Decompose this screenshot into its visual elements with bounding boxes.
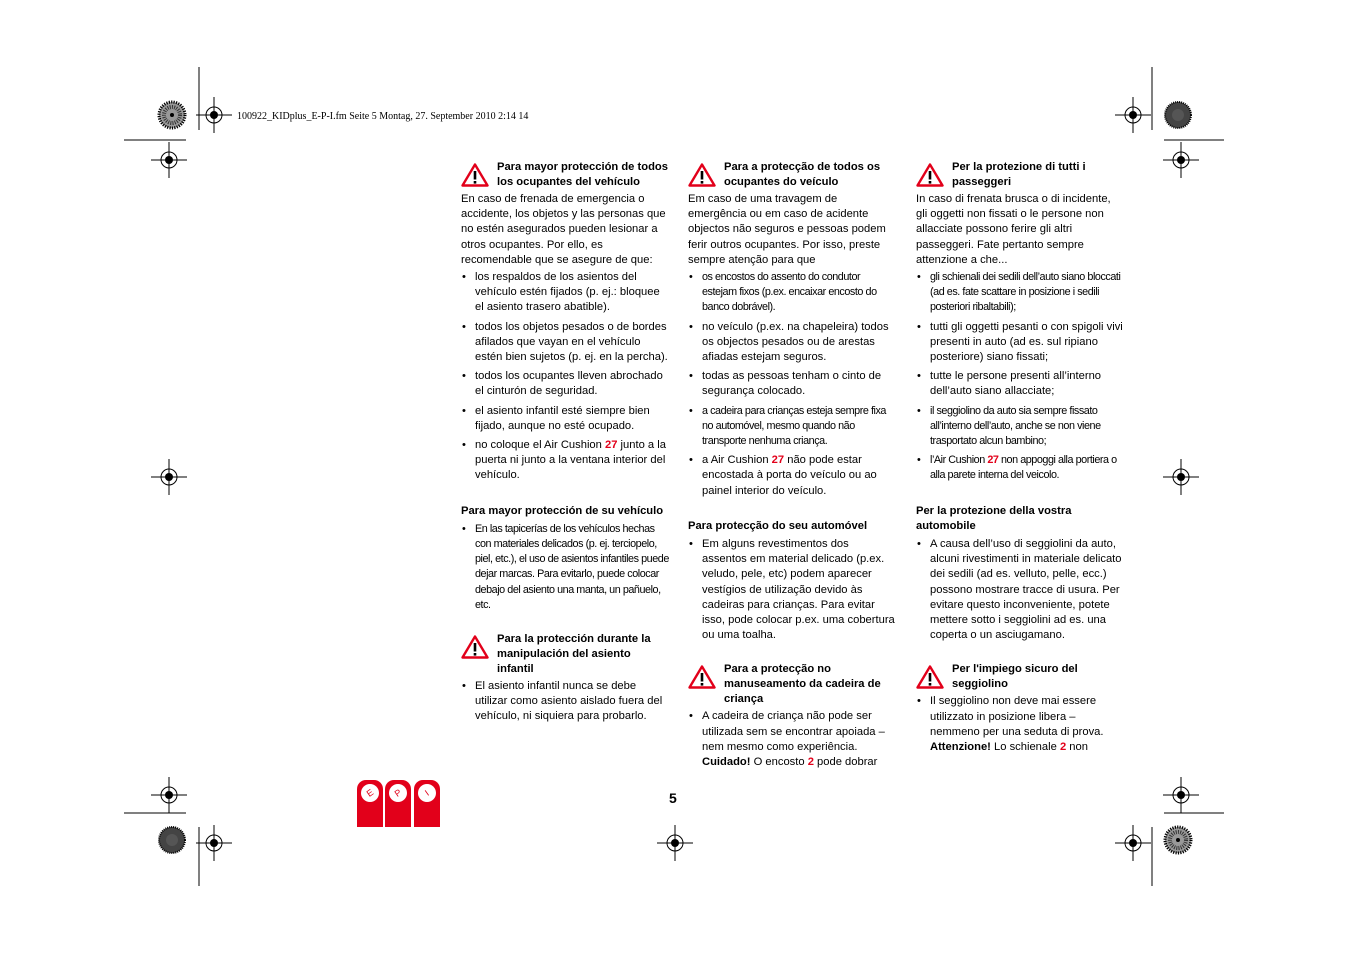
caution-label: Cuidado! xyxy=(702,756,751,769)
warning-title: Para a protecção no manuseamento da cadeira de criança xyxy=(724,663,881,706)
warning-block xyxy=(461,632,669,677)
page-number: 5 xyxy=(669,790,677,806)
list-item: • tutte le persone presenti all’interno dell’auto siano allacciate; xyxy=(916,369,1124,399)
tab-letter: P xyxy=(392,787,404,799)
list-item xyxy=(688,709,896,770)
warning-triangle-icon xyxy=(688,163,716,187)
item-text: O encosto xyxy=(750,756,808,769)
item-text: no coloque el Air Cushion xyxy=(475,439,605,452)
intro-paragraph: Em caso de uma travagem de emergência ou em caso de acidente objectos não seguros e pessoas podem ferir outros ocupantes. Por isso, preste sempre atenção para que xyxy=(688,193,886,266)
part-number: 2 xyxy=(807,756,814,769)
bullet-list xyxy=(916,537,1124,643)
bullet-list xyxy=(688,270,896,499)
bullet-list xyxy=(688,709,896,770)
bullet-list xyxy=(916,694,1124,755)
list-item xyxy=(916,453,1124,483)
list-item: • A causa dell’uso di seggiolini da auto, alcuni rivestimenti in materiale delicato dei sedili (ad es. velluto, pelle, ecc.) possono mostrare tracce di usura. Per evitare questo inconveniente, potete mettere sotto i seggiolini ad es. una coperta o un asciugamano. xyxy=(916,537,1124,643)
warning-title: Per la protezione di tutti i passeggeri xyxy=(952,161,1086,188)
bullet-list xyxy=(461,522,669,613)
warning-title: Para a protecção de todos os ocupantes do veículo xyxy=(724,161,881,188)
warning-block xyxy=(461,160,669,190)
spanish-column xyxy=(461,160,669,729)
item-text: non xyxy=(1066,741,1088,754)
item-text: A cadeira de criança não pode ser utilizada sem se encontrar apoiada – nem mesmo como experiência. xyxy=(702,710,885,753)
file-info-header: 100922_KIDplus_E-P-I.fm Seite 5 Montag, 27. September 2010 2:14 14 xyxy=(237,111,529,122)
language-tab-p xyxy=(385,780,411,827)
italian-column xyxy=(916,160,1124,759)
section-heading: Para protecção do seu automóvel xyxy=(688,519,868,532)
list-item: • no veículo (p.ex. na chapeleira) todos os objectos pesados ou de arestas afiadas estejam seguros. xyxy=(688,320,896,366)
warning-triangle-icon xyxy=(688,665,716,689)
item-text: não pode estar encostada à porta do veículo ou ao painel interior do veículo. xyxy=(702,454,877,497)
list-item: • tutti gli oggetti pesanti o con spigoli vivi presenti in auto (ad es. sul ripiano posteriore) siano fissati; xyxy=(916,320,1124,366)
item-text: l’Air Cushion xyxy=(930,454,988,467)
bullet-list xyxy=(461,679,669,725)
list-item: • todos los objetos pesados o de bordes afilados que vayan en el vehículo estén bien sujetos (p. ej. en la percha). xyxy=(461,320,669,366)
section-heading: Per la protezione della vostra automobile xyxy=(916,504,1072,532)
intro-paragraph: En caso de frenada de emergencia o accidente, los objetos y las personas que no estén asegurados pueden lesionar a otros ocupantes. Por ello, es recomendable que se asegure de que: xyxy=(461,193,666,266)
warning-block xyxy=(916,662,1124,692)
tab-letter: E xyxy=(364,787,376,799)
list-item: • el asiento infantil esté siempre bien fijado, aunque no esté ocupado. xyxy=(461,404,669,434)
part-number: 27 xyxy=(604,439,618,452)
item-text: non appoggi alla portiera o alla parete interna del veicolo. xyxy=(930,454,1117,482)
list-item: • En las tapicerías de los vehículos hechas con materiales delicados (p. ej. terciopelo, piel, etc.), el uso de asientos infantiles puede dejar marcas. Para evitarlo, puede colocar debajo del asiento una manta, un pañuelo, etc. xyxy=(461,522,669,613)
item-text: Il seggiolino non deve mai essere utilizzato in posizione libera – nemmeno per una seduta di prova. xyxy=(930,695,1104,738)
list-item xyxy=(461,438,669,484)
tab-letter: I xyxy=(423,788,431,798)
list-item: • Em alguns revestimentos dos assentos em material delicado (p.ex. veludo, pele, etc) podem aparecer vestígios de utilização devido às cadeiras para crianças. Para evitar isso, pode colocar p.ex. uma cobertura ou uma toalha. xyxy=(688,537,896,643)
bullet-list xyxy=(916,270,1124,484)
list-item: • os encostos do assento do condutor estejam fixos (p.ex. encaixar encosto do banco dobrável). xyxy=(688,270,896,316)
part-number: 27 xyxy=(771,454,785,467)
list-item: • todos los ocupantes lleven abrochado el cinturón de seguridad. xyxy=(461,369,669,399)
list-item: • los respaldos de los asientos del vehículo estén fijados (p. ej.: bloquee el asiento trasero abatible). xyxy=(461,270,669,316)
list-item: • il seggiolino da auto sia sempre fissato all’interno dell’auto, anche se non viene trasportato alcun bambino; xyxy=(916,404,1124,450)
warning-title: Para la protección durante la manipulación del asiento infantil xyxy=(497,633,651,676)
bullet-list xyxy=(461,270,669,484)
caution-label: Attenzione! xyxy=(930,741,991,754)
warning-title: Para mayor protección de todos los ocupantes del vehículo xyxy=(497,161,668,188)
list-item: • gli schienali dei sedili dell’auto siano bloccati (ad es. fate scattare in posizione i sedili posteriori ribaltabili); xyxy=(916,270,1124,316)
section-heading: Para mayor protección de su vehículo xyxy=(461,504,664,517)
warning-triangle-icon xyxy=(461,635,489,659)
warning-block xyxy=(688,160,896,190)
item-text: junto a la puerta ni junto a la ventana interior del vehículo. xyxy=(475,439,666,482)
warning-block xyxy=(688,662,896,707)
warning-title: Per l'impiego sicuro del seggiolino xyxy=(952,663,1078,691)
language-tab-i xyxy=(414,780,440,827)
warning-triangle-icon xyxy=(916,665,944,689)
list-item xyxy=(688,453,896,499)
item-text: Lo schienale xyxy=(990,741,1060,754)
warning-triangle-icon xyxy=(461,163,489,187)
portuguese-column xyxy=(688,160,896,774)
intro-paragraph: In caso di frenata brusca o di incidente, gli oggetti non fissati o le persone non allacciate possono ferire gli altri passeggeri. Fate pertanto sempre attenzione a che... xyxy=(916,193,1111,266)
bullet-list xyxy=(688,537,896,643)
list-item: • El asiento infantil nunca se debe utilizar como asiento aislado fuera del vehículo, ni siquiera para probarlo. xyxy=(461,679,669,725)
language-tab-e xyxy=(357,780,383,827)
warning-block xyxy=(916,160,1124,190)
item-text: a Air Cushion xyxy=(702,454,772,467)
list-item xyxy=(916,694,1124,755)
warning-triangle-icon xyxy=(916,163,944,187)
list-item: • todas as pessoas tenham o cinto de segurança colocado. xyxy=(688,369,896,399)
item-text: pode dobrar xyxy=(813,756,878,769)
list-item: • a cadeira para crianças esteja sempre fixa no automóvel, mesmo quando não transporte nenhuma criança. xyxy=(688,404,896,450)
part-number: 2 xyxy=(1059,741,1067,754)
part-number: 27 xyxy=(987,454,999,467)
